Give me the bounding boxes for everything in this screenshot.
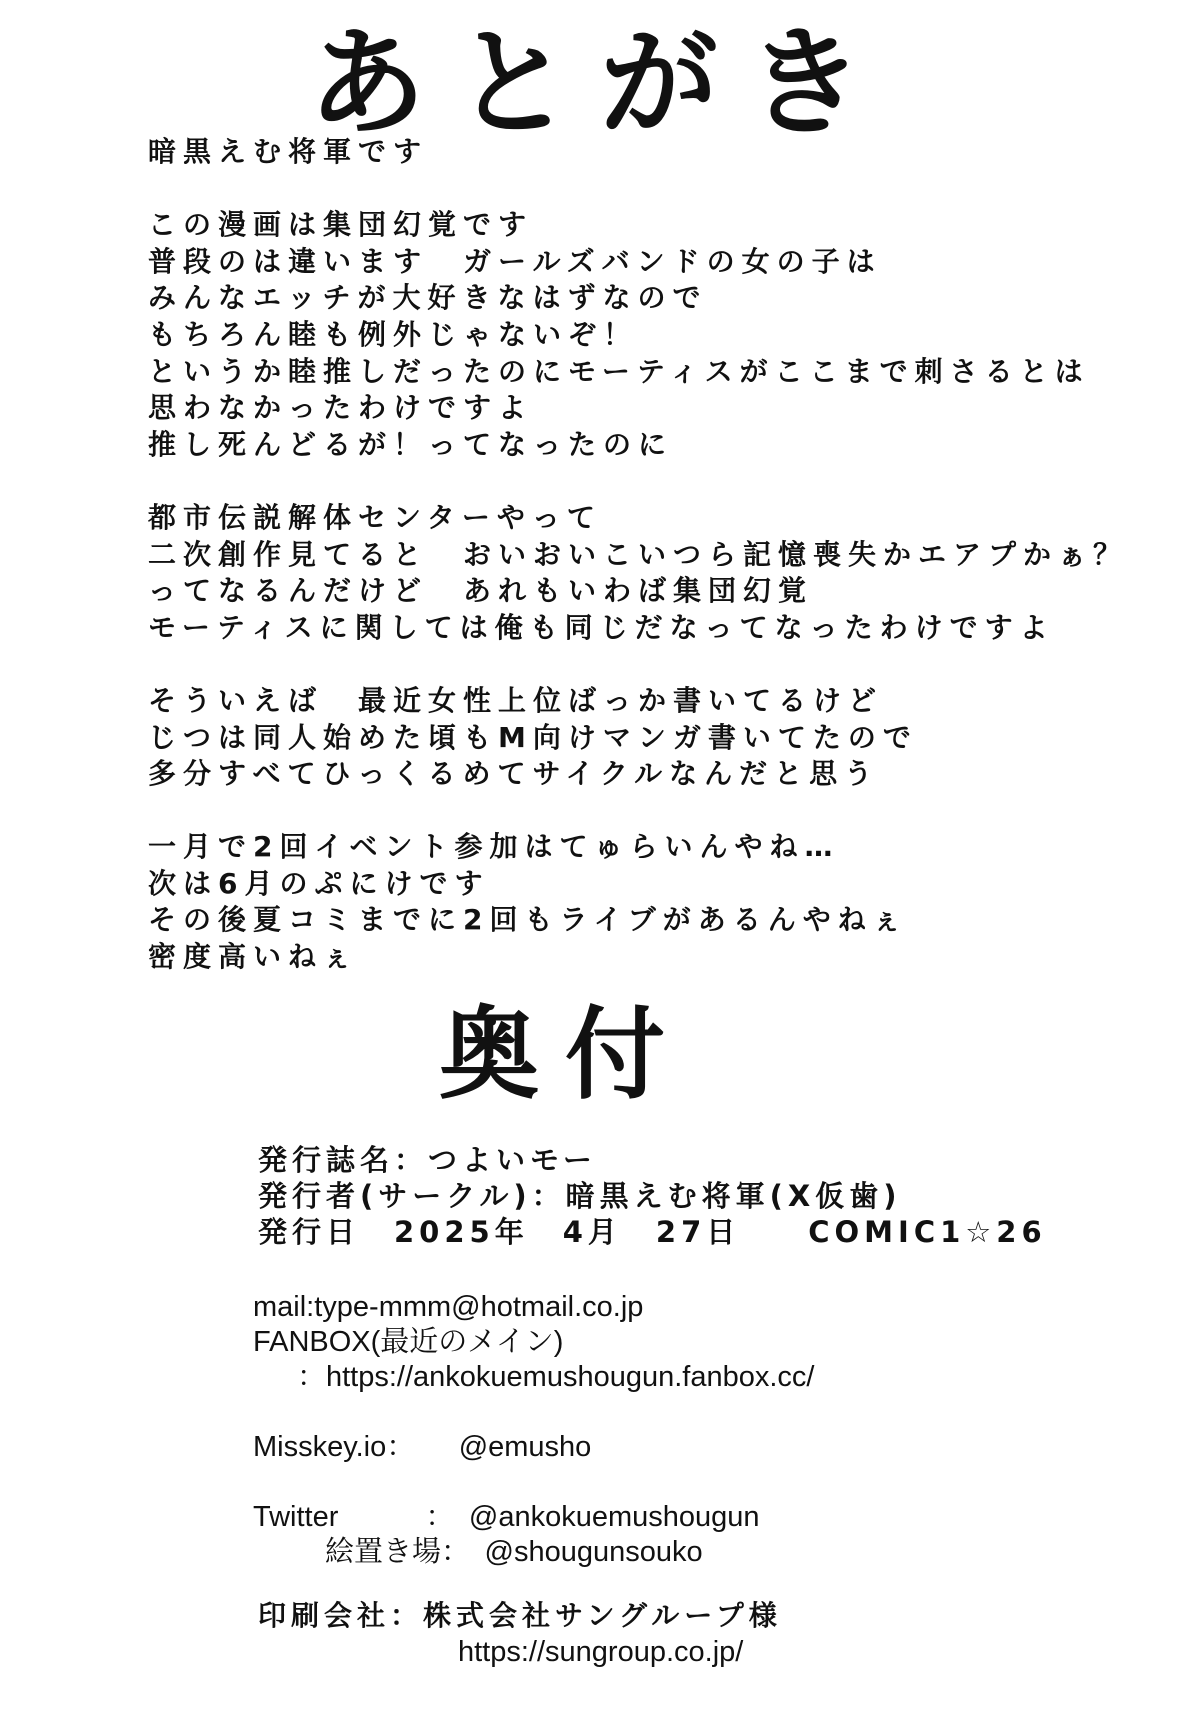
art-storage-handle: 絵置き場： @shougunsouko [325, 1536, 703, 1568]
fanbox-url: ：https://ankokuemushougun.fanbox.cc/ [297, 1361, 815, 1393]
afterword-line: 二次創作見てると おいおいこいつら記憶喪失かエアプかぁ？ [148, 537, 1129, 571]
afterword-line: 普段のは違います ガールズバンドの女の子は [148, 244, 882, 278]
afterword-line: 思わなかったわけですよ [148, 391, 534, 425]
publication-date: 発行日 2025年 4月 27日 COMIC1☆26 [258, 1215, 1047, 1249]
printer-url: https://sungroup.co.jp/ [458, 1636, 744, 1668]
paragraph-gap [148, 463, 1148, 500]
contact-gap [253, 1465, 814, 1500]
paragraph-gap [148, 646, 1148, 683]
publication-name: 発行誌名：つよいモー [258, 1143, 597, 1177]
fanbox-label: FANBOX(最近のメイン) [253, 1326, 564, 1358]
printer-name: 印刷会社：株式会社サングループ様 [258, 1599, 782, 1632]
afterword-line: その後夏コミまでに2回もライブがあるんやねぇ [148, 903, 908, 937]
afterword-line: 密度高いねぇ [148, 940, 359, 974]
afterword-line: 一月で2回イベント参加はてゅらいんやね… [148, 830, 840, 864]
afterword-line: モーティスに関しては俺も同じだなってなったわけですよ [148, 610, 1055, 644]
afterword-body [148, 134, 1148, 976]
afterword-line: というか睦推しだったのにモーティスがここまで刺さるとは [148, 354, 1090, 388]
misskey-handle: Misskey.io： @emusho [253, 1431, 592, 1463]
afterword-line: この漫画は集団幻覚です [148, 208, 534, 242]
colophon-title: 奥付 [439, 996, 691, 1113]
afterword-line: 多分すべてひっくるめてサイクルなんだと思う [148, 757, 880, 791]
afterword-title: あとがき [307, 14, 892, 152]
mail-address: mail:type-mmm@hotmail.co.jp [253, 1291, 644, 1323]
twitter-handle: Twitter ： @ankokuemushougun [253, 1501, 760, 1533]
afterword-line: もちろん睦も例外じゃないぞ！ [148, 317, 639, 351]
afterword-line: じつは同人始めた頃もM向けマンガ書いてたので [148, 720, 918, 754]
afterword-line: そういえば 最近女性上位ばっか書いてるけど [148, 683, 884, 717]
paragraph-gap [148, 171, 1148, 208]
printer-info [258, 1598, 782, 1670]
publication-info [258, 1142, 1047, 1250]
contact-info [253, 1290, 814, 1570]
publisher-name: 発行者(サークル)：暗黒えむ将軍(X仮歯) [258, 1179, 902, 1213]
afterword-line: 都市伝説解体センターやって [148, 500, 602, 534]
paragraph-gap [148, 793, 1148, 830]
afterword-line: みんなエッチが大好きなはずなので [148, 281, 708, 315]
afterword-line: 暗黒えむ将軍です [148, 135, 429, 168]
afterword-line: ってなるんだけど あれもいわば集団幻覚 [148, 574, 814, 608]
contact-gap [253, 1395, 814, 1430]
afterword-line: 推し死んどるが！ってなったのに [148, 427, 674, 461]
afterword-line: 次は6月のぷにけです [148, 866, 490, 900]
